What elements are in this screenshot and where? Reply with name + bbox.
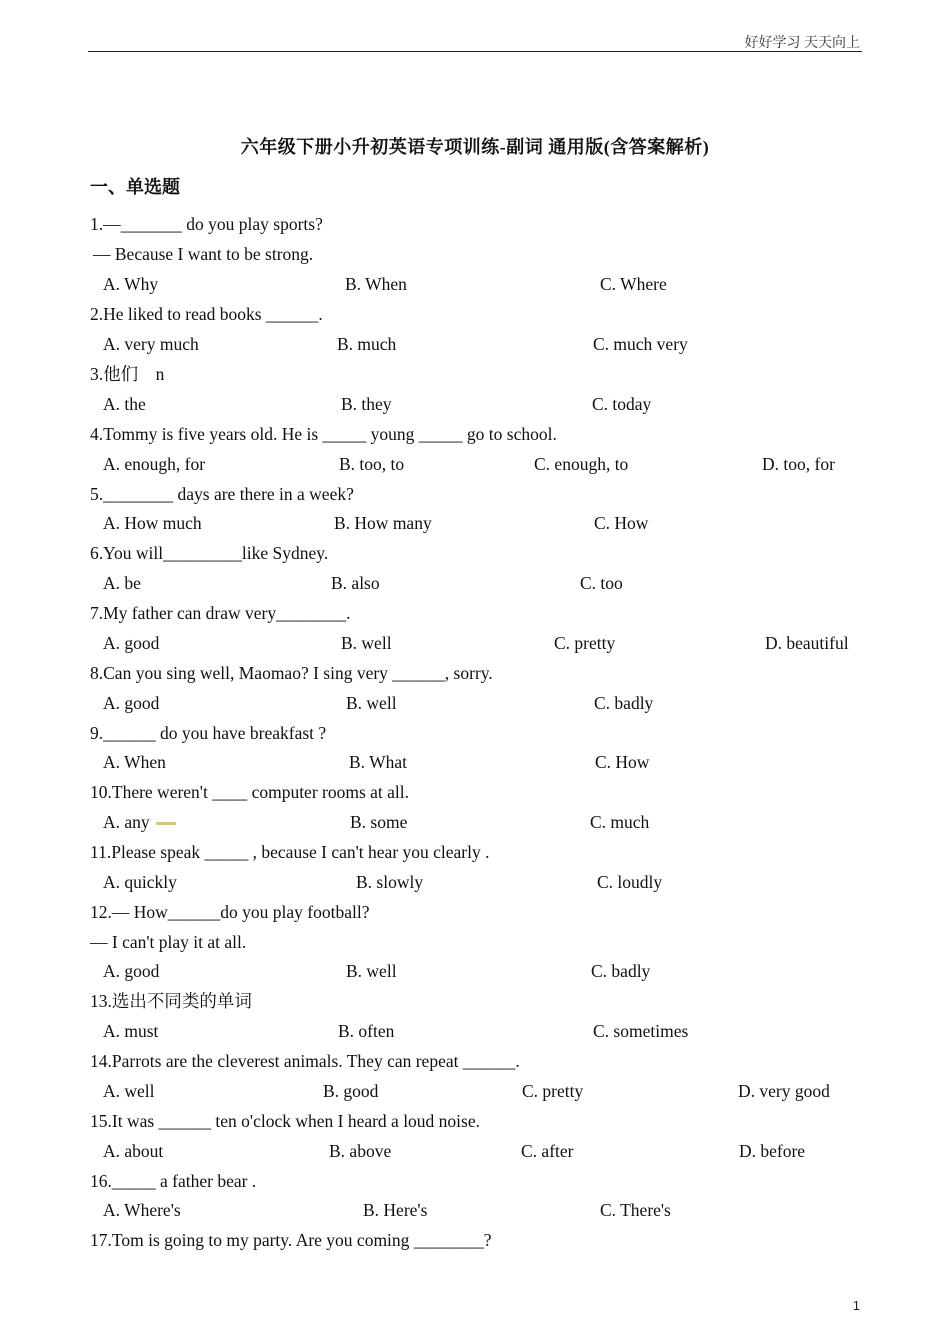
question-stem: 5.________ days are there in a week? — [90, 484, 354, 504]
option-c: C. pretty — [522, 1081, 584, 1101]
option-c: C. sometimes — [593, 1021, 689, 1041]
question-stem: 11.Please speak _____ , because I can't hear you clearly . — [90, 842, 490, 862]
option-c: C. much very — [593, 334, 688, 354]
option-c: C. There's — [600, 1200, 671, 1220]
question-stem: 14.Parrots are the cleverest animals. They can repeat ______. — [90, 1051, 520, 1071]
question-stem: 8.Can you sing well, Maomao? I sing very ______, sorry. — [90, 663, 493, 683]
option-b: B. some — [350, 812, 408, 832]
option-b: B. much — [337, 334, 397, 354]
option-a: A. very much — [103, 334, 199, 354]
option-c: C. badly — [591, 961, 651, 981]
option-a: A. How much — [103, 513, 202, 533]
question-stem: 3.他们 n — [90, 364, 165, 384]
option-b: B. What — [349, 752, 408, 772]
question-stem: 7.My father can draw very________. — [90, 603, 351, 623]
option-c: C. How — [594, 513, 649, 533]
option-b: B. well — [341, 633, 392, 653]
question-stem: 6.You will_________like Sydney. — [90, 543, 329, 563]
header-motto: 好好学习 天天向上 — [744, 36, 860, 51]
option-a: A. be — [103, 573, 141, 593]
header-rule — [88, 51, 862, 52]
highlight-mark — [156, 822, 176, 825]
option-b: B. How many — [334, 513, 432, 533]
option-a: A. Where's — [103, 1200, 181, 1220]
option-c: C. pretty — [554, 633, 616, 653]
option-b: B. also — [331, 573, 380, 593]
document-title: 六年级下册小升初英语专项训练-副词 通用版(含答案解析) — [240, 137, 710, 157]
option-c: C. Where — [600, 274, 667, 294]
option-a: A. the — [103, 394, 146, 414]
question-stem: 1.—_______ do you play sports? — [90, 214, 323, 234]
option-a-row — [103, 811, 176, 833]
option-a: A. good — [103, 961, 160, 981]
option-a: A. When — [103, 752, 166, 772]
option-b: B. good — [323, 1081, 379, 1101]
option-a: A. good — [103, 693, 160, 713]
question-stem-line2: — I can't play it at all. — [90, 932, 247, 952]
option-a: A. must — [103, 1021, 159, 1041]
option-b: B. slowly — [356, 872, 424, 892]
option-a: A. any — [103, 812, 150, 832]
option-a: A. enough, for — [103, 454, 206, 474]
option-d: D. beautiful — [765, 633, 849, 653]
question-stem: 2.He liked to read books ______. — [90, 304, 323, 324]
option-b: B. they — [341, 394, 392, 414]
option-d: D. too, for — [762, 454, 835, 474]
option-c: C. today — [592, 394, 652, 414]
option-c: C. enough, to — [534, 454, 629, 474]
option-c: C. after — [521, 1141, 574, 1161]
page-number: 1 — [852, 1298, 860, 1313]
option-b: B. Here's — [363, 1200, 428, 1220]
question-stem: 4.Tommy is five years old. He is _____ young _____ go to school. — [90, 424, 557, 444]
question-stem-line2: — Because I want to be strong. — [93, 244, 314, 264]
option-c: C. too — [580, 573, 623, 593]
question-stem: 17.Tom is going to my party. Are you coming ________? — [90, 1230, 492, 1250]
option-a: A. well — [103, 1081, 155, 1101]
option-c: C. loudly — [597, 872, 663, 892]
option-c: C. much — [590, 812, 650, 832]
option-a: A. quickly — [103, 872, 177, 892]
question-stem: 9.______ do you have breakfast ? — [90, 723, 327, 743]
option-b: B. When — [345, 274, 407, 294]
option-c: C. badly — [594, 693, 654, 713]
question-stem: 12.— How______do you play football? — [90, 902, 370, 922]
section-heading: 一、单选题 — [90, 177, 180, 197]
option-b: B. above — [329, 1141, 392, 1161]
option-b: B. well — [346, 693, 397, 713]
option-b: B. too, to — [339, 454, 405, 474]
question-stem: 16._____ a father bear . — [90, 1171, 257, 1191]
option-a: A. good — [103, 633, 160, 653]
question-stem: 13.选出不同类的单词 — [90, 991, 252, 1011]
option-d: D. before — [739, 1141, 806, 1161]
option-d: D. very good — [738, 1081, 830, 1101]
option-b: B. well — [346, 961, 397, 981]
option-a: A. about — [103, 1141, 164, 1161]
question-stem: 15.It was ______ ten o'clock when I heard a loud noise. — [90, 1111, 480, 1131]
option-b: B. often — [338, 1021, 395, 1041]
question-stem: 10.There weren't ____ computer rooms at all. — [90, 782, 410, 802]
option-a: A. Why — [103, 274, 159, 294]
option-c: C. How — [595, 752, 650, 772]
